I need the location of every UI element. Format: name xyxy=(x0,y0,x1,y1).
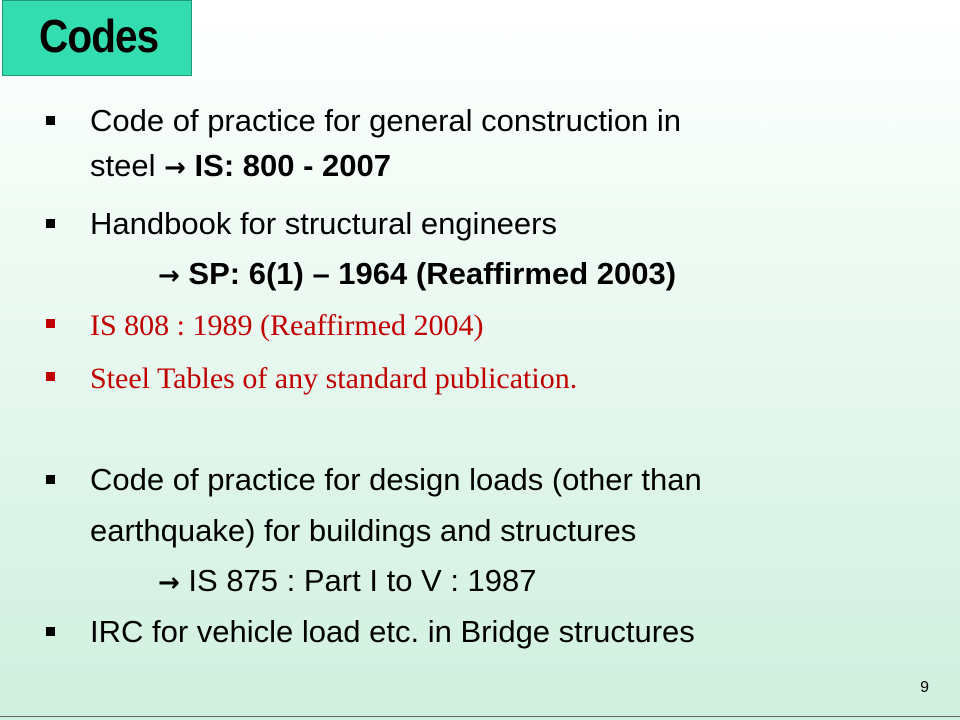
bullet-4 xyxy=(46,372,55,381)
title-box xyxy=(2,0,192,76)
bullet-6 xyxy=(46,627,55,636)
item-5-line-2: earthquake) for buildings and structures xyxy=(90,513,637,548)
bullet-1 xyxy=(46,116,55,125)
arrow-icon: → xyxy=(164,153,186,183)
item-1-code: IS: 800 - 2007 xyxy=(194,148,391,183)
arrow-icon: → xyxy=(158,568,180,598)
item-5-line-1: Code of practice for design loads (other than xyxy=(90,462,702,497)
page-number: 9 xyxy=(920,679,929,696)
item-2-code: SP: 6(1) – 1964 (Reaffirmed 2003) xyxy=(188,256,677,291)
bullet-2 xyxy=(46,219,55,228)
slide-title: Codes xyxy=(39,10,159,62)
item-1-text: steel xyxy=(90,148,165,183)
arrow-icon: → xyxy=(158,261,180,291)
item-1-line-1: Code of practice for general construction in xyxy=(90,103,682,138)
item-6-line-1: IRC for vehicle load etc. in Bridge structures xyxy=(90,614,695,649)
item-5-code: IS 875 : Part I to V : 1987 xyxy=(188,563,537,598)
bullet-3 xyxy=(46,319,55,328)
bullet-5 xyxy=(46,475,55,484)
item-1-line-2 xyxy=(90,148,391,186)
bottom-divider xyxy=(0,716,960,717)
item-2-line-2 xyxy=(158,256,676,294)
item-2-line-1: Handbook for structural engineers xyxy=(90,206,557,241)
item-4-line-1: Steel Tables of any standard publication. xyxy=(90,362,578,395)
item-3-line-1: IS 808 : 1989 (Reaffirmed 2004) xyxy=(90,309,484,342)
item-5-line-3 xyxy=(158,563,537,601)
